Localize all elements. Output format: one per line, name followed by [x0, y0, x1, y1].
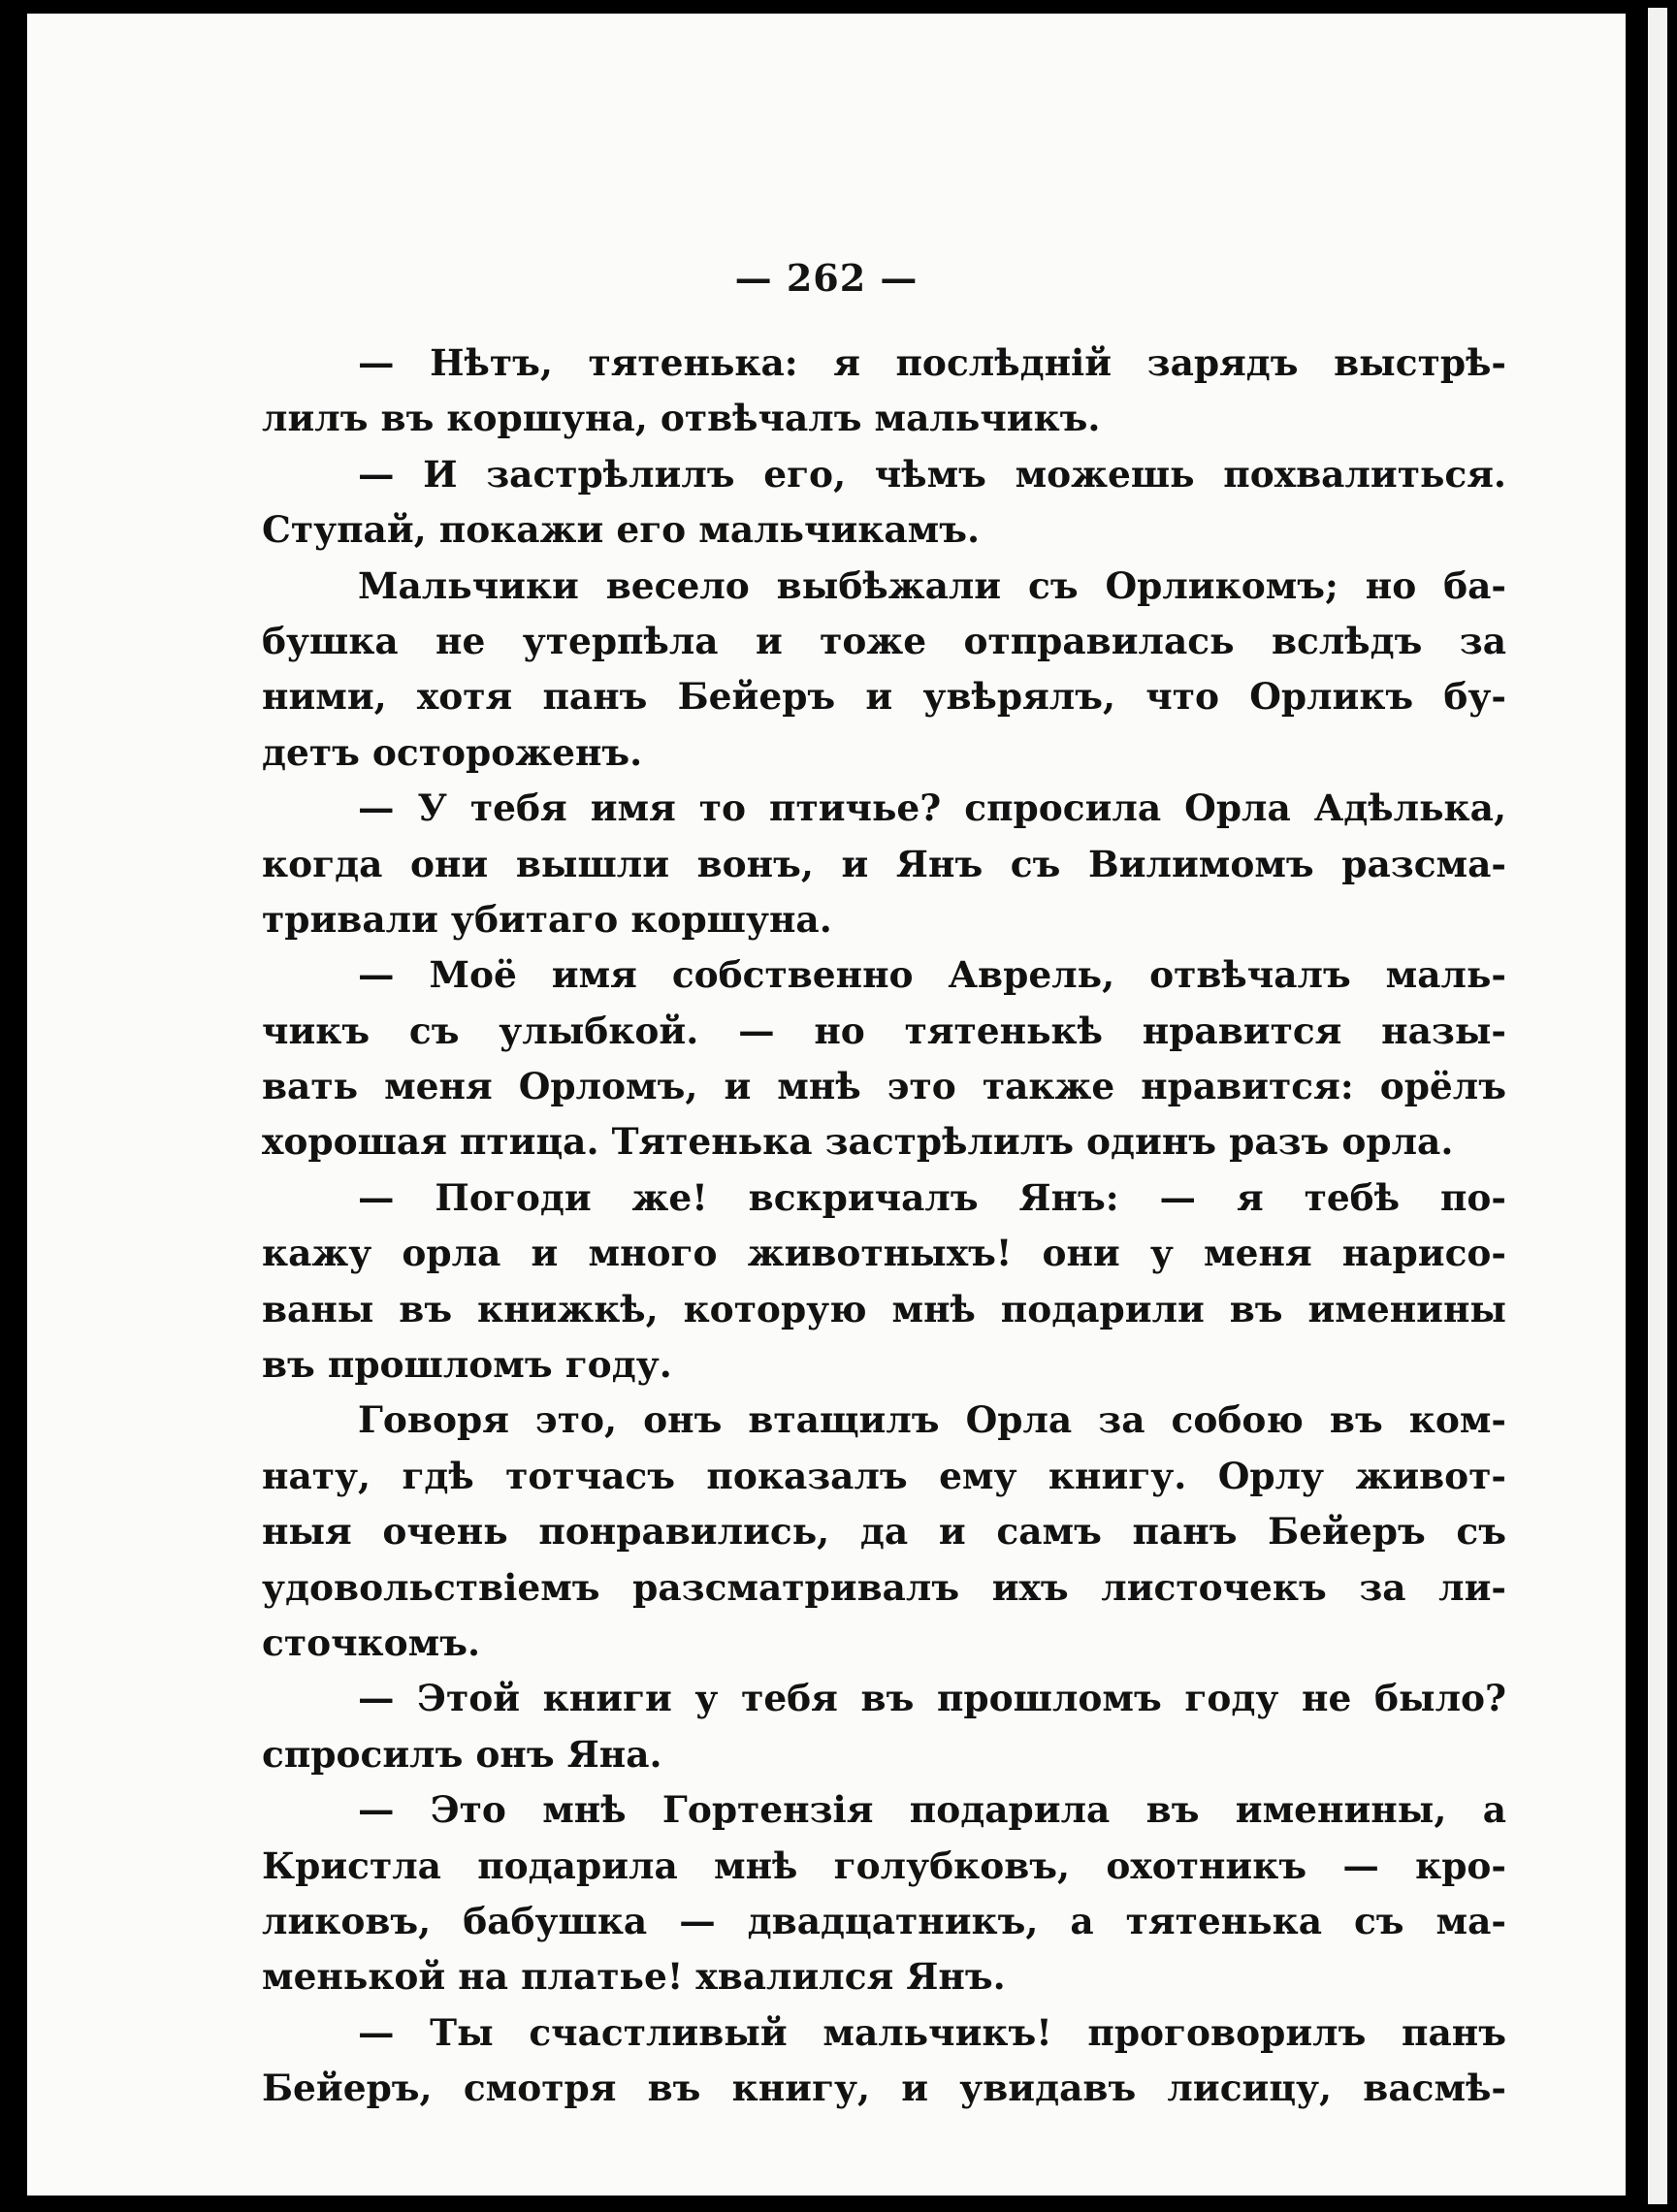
- text-line: спросилъ онъ Яна.: [262, 1732, 662, 1776]
- text-line: Говоря это, онъ втащилъ Орла за собою въ ком-: [358, 1398, 1506, 1442]
- text-line: удовольствіемъ разсматривалъ ихъ листочекъ за ли-: [262, 1565, 1506, 1609]
- text-line: тривали убитаго коршуна.: [262, 897, 832, 941]
- text-line: ваны въ книжкѣ, которую мнѣ подарили въ именины: [262, 1287, 1506, 1330]
- text-line: хорошая птица. Тятенька застрѣлилъ одинъ разъ орла.: [262, 1120, 1454, 1164]
- text-line: — Этой книги у тебя въ прошломъ году не было?: [358, 1677, 1506, 1720]
- text-line: — Погоди же! вскричалъ Янъ: — я тебѣ по-: [358, 1175, 1506, 1219]
- text-line: — Моё имя собственно Аврель, отвѣчалъ маль-: [358, 953, 1506, 997]
- text-line: Мальчики весело выбѣжали съ Орликомъ; но ба-: [358, 563, 1506, 607]
- text-line: бушка не утерпѣла и тоже отправилась вслѣдъ за: [262, 619, 1506, 662]
- text-line: Кристла подарила мнѣ голубковъ, охотникъ — кро-: [262, 1843, 1506, 1887]
- text-line: детъ остороженъ.: [262, 730, 643, 774]
- text-line: въ прошломъ году.: [262, 1343, 672, 1387]
- text-line: ныя очень понравились, да и самъ панъ Бейеръ съ: [262, 1510, 1506, 1554]
- text-line: кажу орла и много животныхъ! они у меня нарисо-: [262, 1232, 1506, 1275]
- text-line: Бейеръ, смотря въ книгу, и увидавъ лисицу, васмѣ-: [262, 2067, 1506, 2110]
- text-line: — Это мнѣ Гортензія подарила въ именины, а: [358, 1788, 1506, 1832]
- text-line: — У тебя имя то птичье? спросила Орла Адѣлька,: [358, 786, 1506, 830]
- text-line: сточкомъ.: [262, 1620, 481, 1664]
- text-line: ними, хотя панъ Бейеръ и увѣрялъ, что Орликъ бу-: [262, 675, 1506, 719]
- text-line: вать меня Орломъ, и мнѣ это также нравится: орёлъ: [262, 1065, 1506, 1108]
- page-edge-strip: [1648, 8, 1667, 2204]
- text-line: — Ты счастливый мальчикъ! проговорилъ панъ: [358, 2010, 1506, 2054]
- text-line: — Нѣтъ, тятенька: я послѣдній зарядъ выстрѣ-: [358, 341, 1506, 384]
- text-line: когда они вышли вонъ, и Янъ съ Вилимомъ разсма-: [262, 842, 1506, 885]
- page-text: [262, 336, 1506, 2117]
- text-line: — И застрѣлилъ его, чѣмъ можешь похвалиться.: [358, 452, 1506, 496]
- text-line: лилъ въ коршуна, отвѣчалъ мальчикъ.: [262, 397, 1101, 440]
- text-line: Ступай, покажи его мальчикамъ.: [262, 508, 981, 552]
- text-line: ликовъ, бабушка — двадцатникъ, а тятенька съ ма-: [262, 1899, 1506, 1942]
- text-line: менькой на платье! хвалился Янъ.: [262, 1955, 1006, 1999]
- book-page: [27, 14, 1626, 2196]
- page-number: — 262 —: [734, 256, 919, 300]
- text-line: нату, гдѣ тотчасъ показалъ ему книгу. Орлу живот-: [262, 1454, 1506, 1497]
- text-line: чикъ съ улыбкой. — но тятенькѣ нравится назы-: [262, 1009, 1506, 1052]
